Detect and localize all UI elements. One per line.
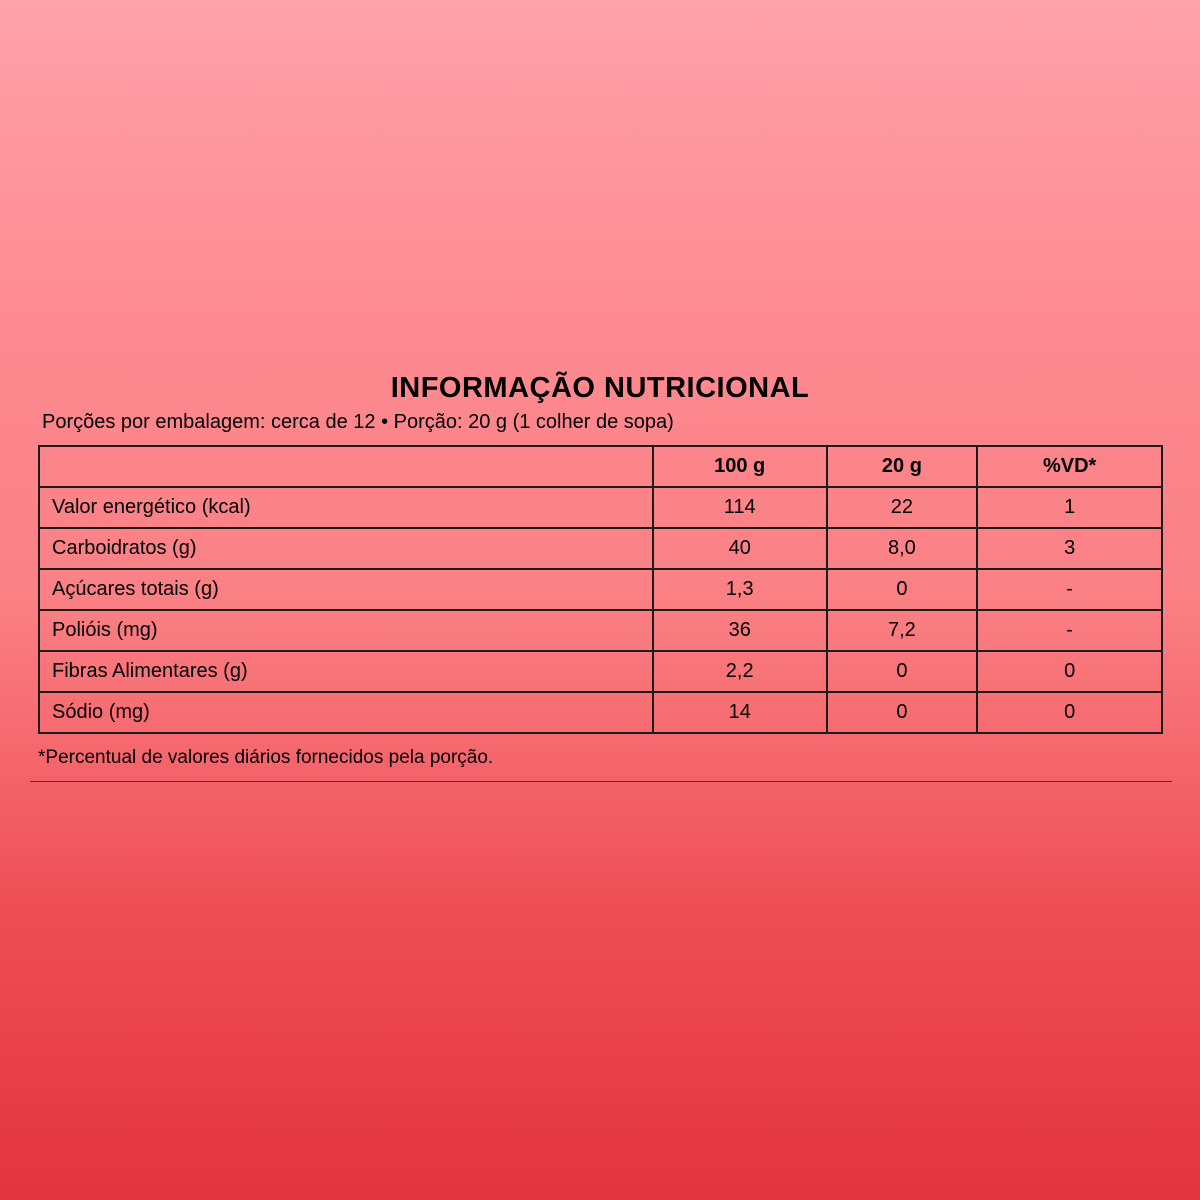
row-label: Carboidratos (g) [39, 528, 653, 569]
header-100g: 100 g [653, 446, 827, 487]
value-20g: 0 [827, 651, 978, 692]
value-20g: 8,0 [827, 528, 978, 569]
nutrition-table [38, 445, 1163, 734]
footnote: *Percentual de valores diários fornecidos pela porção. [38, 747, 494, 768]
table-row [39, 569, 1162, 610]
value-vd: 0 [977, 692, 1162, 733]
servings-line: Porções por embalagem: cerca de 12 • Porção: 20 g (1 colher de sopa) [42, 411, 674, 433]
value-20g: 0 [827, 692, 978, 733]
value-20g: 22 [827, 487, 978, 528]
value-100g: 2,2 [653, 651, 827, 692]
value-100g: 36 [653, 610, 827, 651]
row-label: Fibras Alimentares (g) [39, 651, 653, 692]
table-row [39, 651, 1162, 692]
row-label: Valor energético (kcal) [39, 487, 653, 528]
value-vd: - [977, 610, 1162, 651]
table-row [39, 487, 1162, 528]
header-vd: %VD* [977, 446, 1162, 487]
value-vd: 3 [977, 528, 1162, 569]
header-20g: 20 g [827, 446, 978, 487]
table-header-row [39, 446, 1162, 487]
value-vd: 1 [977, 487, 1162, 528]
value-20g: 7,2 [827, 610, 978, 651]
page-title: INFORMAÇÃO NUTRICIONAL [390, 372, 810, 404]
header-nutrient [39, 446, 653, 487]
value-20g: 0 [827, 569, 978, 610]
value-vd: - [977, 569, 1162, 610]
value-100g: 14 [653, 692, 827, 733]
table-row [39, 610, 1162, 651]
value-100g: 40 [653, 528, 827, 569]
value-vd: 0 [977, 651, 1162, 692]
table-row [39, 692, 1162, 733]
table-row [39, 528, 1162, 569]
value-100g: 114 [653, 487, 827, 528]
row-label: Açúcares totais (g) [39, 569, 653, 610]
value-100g: 1,3 [653, 569, 827, 610]
divider-line [30, 781, 1172, 782]
row-label: Sódio (mg) [39, 692, 653, 733]
row-label: Polióis (mg) [39, 610, 653, 651]
